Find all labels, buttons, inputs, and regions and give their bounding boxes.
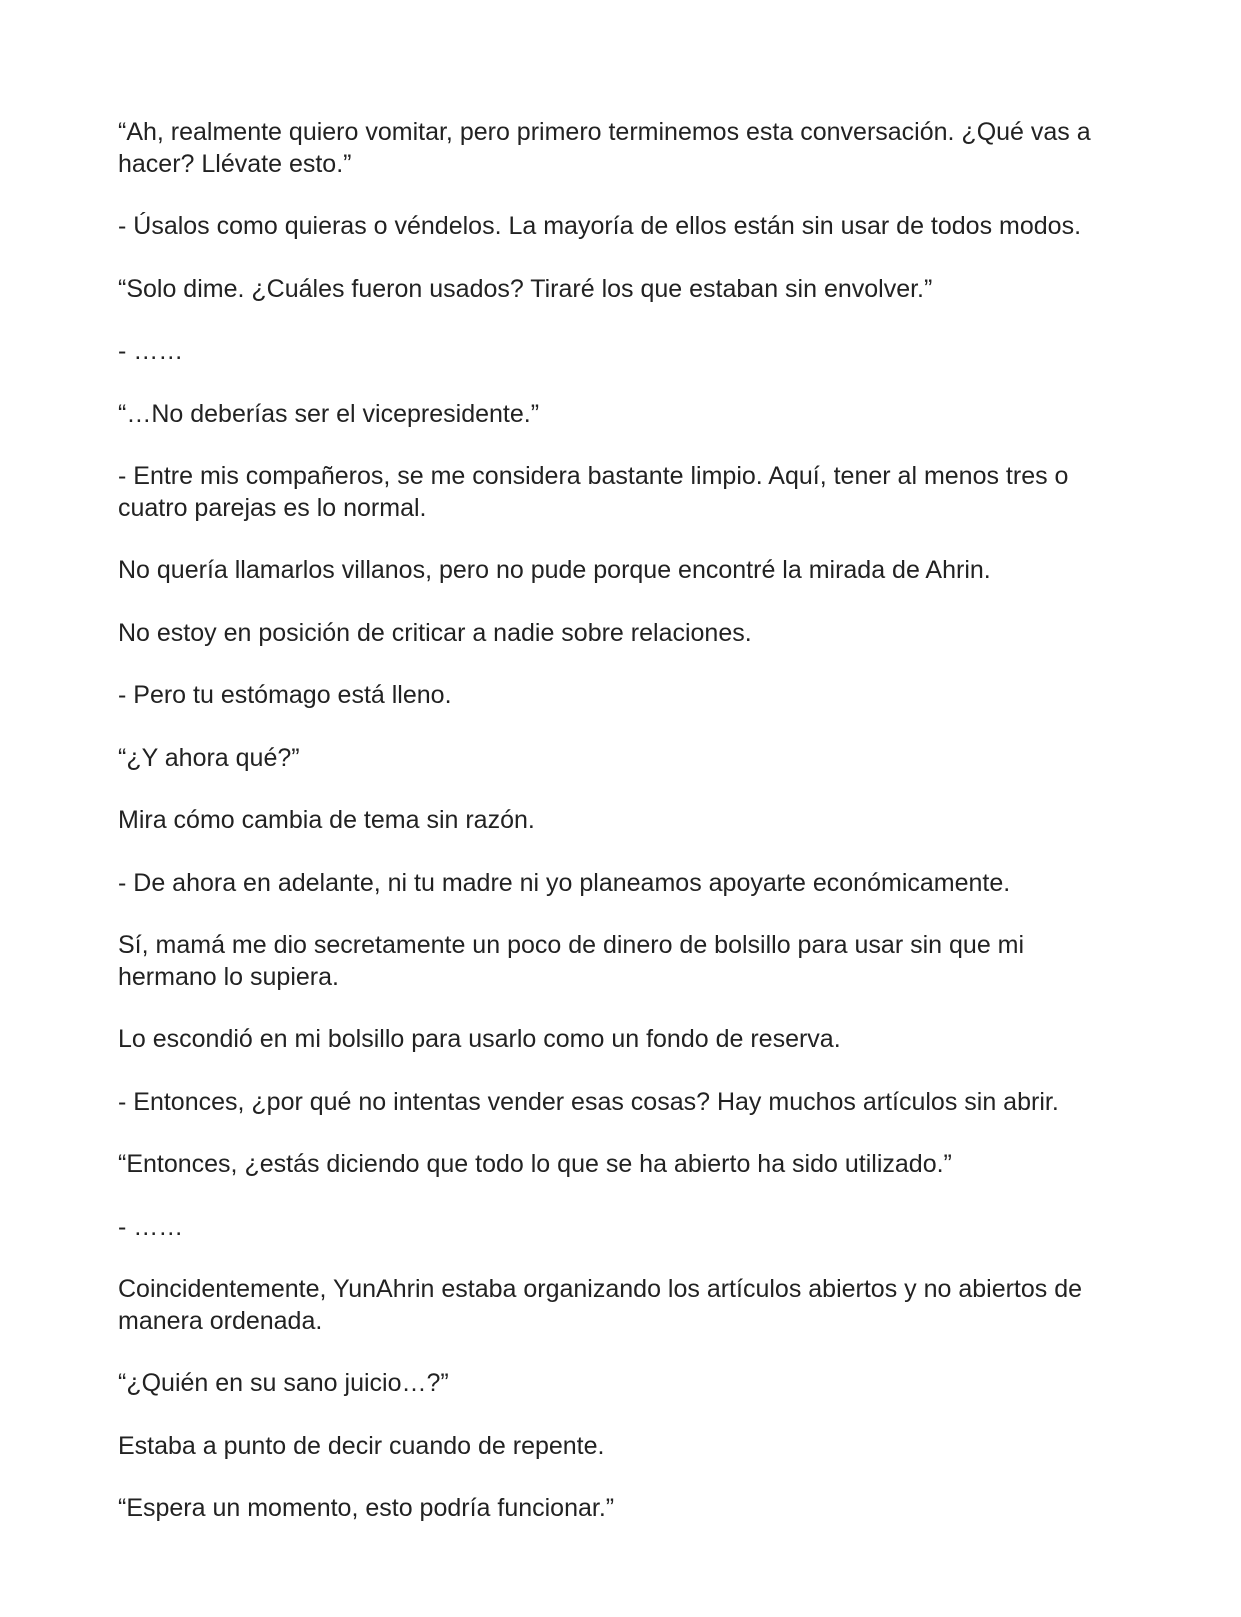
paragraph: Estaba a punto de decir cuando de repente. [118,1431,605,1460]
paragraph: - Úsalos como quieras o véndelos. La mayoría de ellos están sin usar de todos modos. [118,212,1082,240]
paragraph: “Entonces, ¿estás diciendo que todo lo que se ha abierto ha sido utilizado.” [118,1150,952,1178]
paragraph: Mira cómo cambia de tema sin razón. [118,806,535,834]
paragraph: “Ah, realmente quiero vomitar, pero primero terminemos esta conversación. ¿Qué vas a hacer? Llévate esto.” [118,118,1091,178]
paragraph: Sí, mamá me dio secretamente un poco de dinero de bolsillo para usar sin que mi hermano lo supiera. [118,931,1025,991]
paragraph: No quería llamarlos villanos, pero no pude porque encontré la mirada de Ahrin. [118,556,991,584]
paragraph: - De ahora en adelante, ni tu madre ni yo planeamos apoyarte económicamente. [118,868,1011,897]
document-body [118,117,1128,1556]
paragraph: “Espera un momento, esto podría funcionar.” [118,1494,615,1522]
paragraph: “Solo dime. ¿Cuáles fueron usados? Tiraré los que estaban sin envolver.” [118,274,933,303]
paragraph: - Pero tu estómago está lleno. [118,681,452,709]
paragraph: “…No deberías ser el vicepresidente.” [118,399,540,428]
paragraph: - …… [118,1212,184,1241]
paragraph: - …… [118,337,184,365]
paragraph: - Entonces, ¿por qué no intentas vender esas cosas? Hay muchos artículos sin abrir. [118,1087,1059,1116]
paragraph: Lo escondió en mi bolsillo para usarlo como un fondo de reserva. [118,1025,841,1053]
paragraph: - Entre mis compañeros, se me considera bastante limpio. Aquí, tener al menos tres o cuatro parejas es lo normal. [118,462,1069,522]
paragraph: No estoy en posición de criticar a nadie sobre relaciones. [118,618,752,647]
paragraph: “¿Quién en su sano juicio…?” [118,1369,449,1397]
paragraph: “¿Y ahora qué?” [118,743,300,772]
paragraph: Coincidentemente, YunAhrin estaba organizando los artículos abiertos y no abiertos de manera ordenada. [118,1275,1083,1335]
